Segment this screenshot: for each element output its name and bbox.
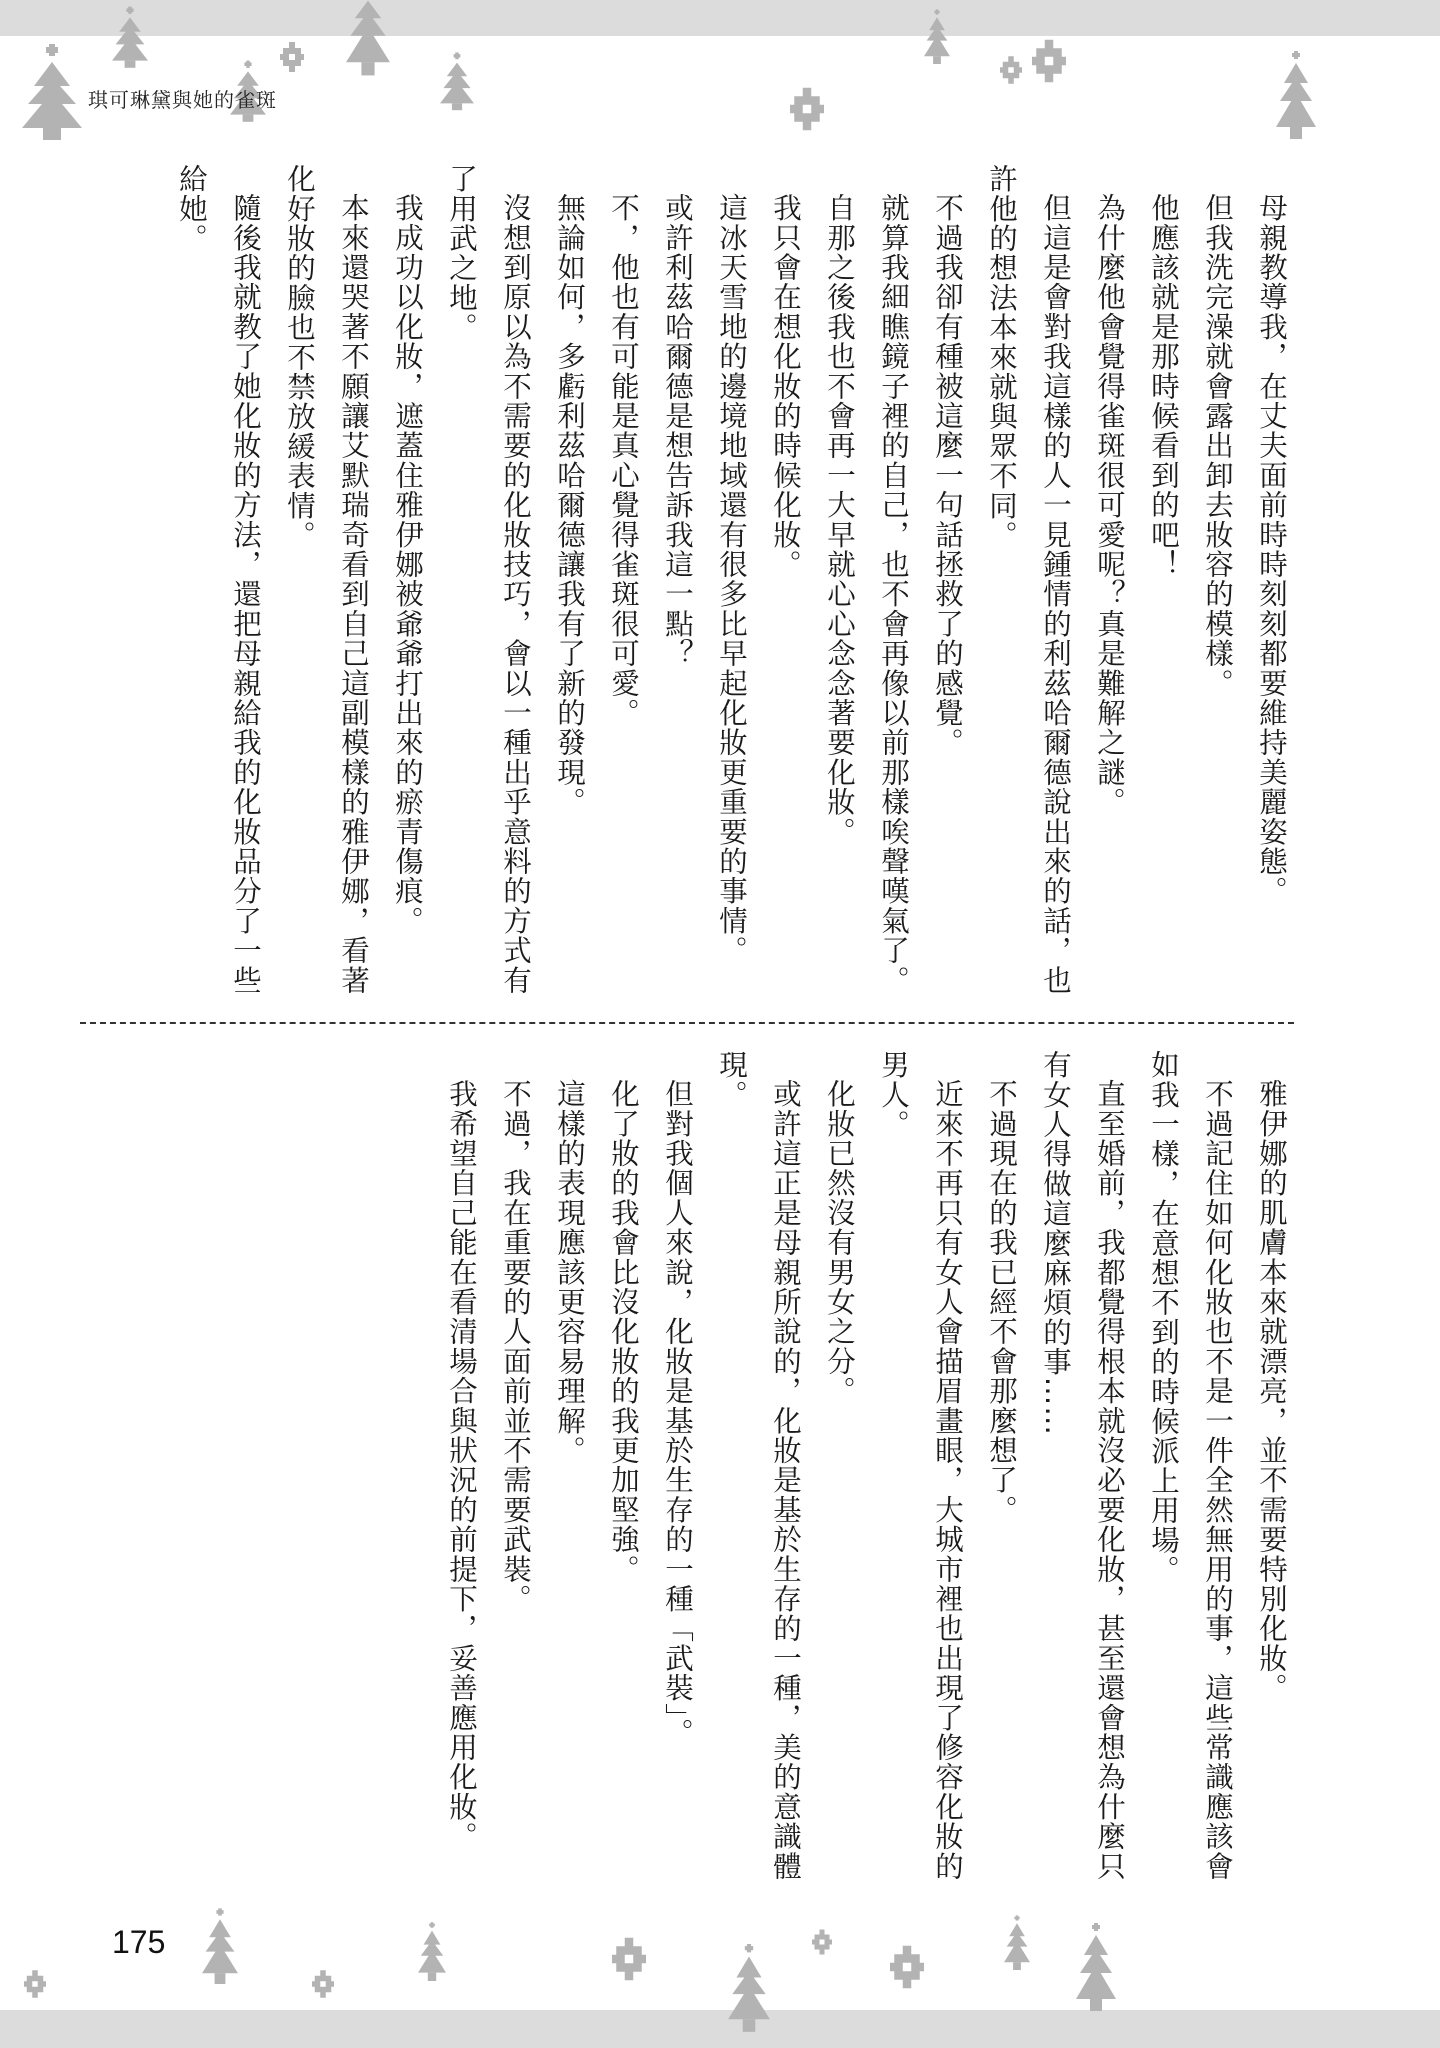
snowflake-icon [790,86,824,132]
paragraph: 近來不再只有女人會描眉畫眼，大城市裡也出現了修容化妝的男人。 [877,1050,964,1881]
paragraph: 我成功以化妝，遮蓋住雅伊娜被爺爺打出來的瘀青傷痕。 [391,192,424,935]
paragraph: 不，他也有可能是真心覺得雀斑很可愛。 [607,192,640,728]
snowflake-icon [1032,38,1066,84]
snowflake-icon [1000,56,1022,84]
pine-tree-icon [112,6,148,72]
paragraph: 不過我卻有種被這麼一句話拯救了的感覺。 [931,192,964,757]
pine-tree-icon [1004,1912,1030,1976]
text-section-top [68,164,1298,1024]
paragraph: 這樣的表現應該更容易理解。 [553,1078,586,1465]
section-divider [80,1022,1294,1024]
page-number: 175 [112,1924,166,1960]
paragraph: 我希望自己能在看清場合與狀況的前提下，妥善應用化妝。 [445,1078,478,1851]
pine-tree-icon [1276,50,1316,144]
paragraph: 但對我個人來說，化妝是基於生存的一種「武裝」。 [661,1078,694,1748]
pine-tree-icon [418,1922,446,1984]
paragraph: 本來還哭著不願讓艾默瑞奇看到自己這副模樣的雅伊娜，看著化好妝的臉也不禁放緩表情。 [283,164,370,995]
paragraph: 化妝已然沒有男女之分。 [823,1078,856,1406]
paragraph: 這冰天雪地的邊境地域還有很多比早起化妝更重要的事情。 [715,192,748,965]
snowflake-icon [312,1970,334,1998]
top-decorative-band [0,0,1440,36]
paragraph: 直至婚前，我都覺得根本就沒必要化妝，甚至還會想為什麼只有女人得做這麼麻煩的事…… [1039,1050,1126,1881]
paragraph: 或許這正是母親所說的，化妝是基於生存的一種，美的意識體現。 [715,1050,802,1881]
running-title: 琪可琳黛與她的雀斑 [88,88,277,112]
paragraph: 不過現在的我已經不會那麼想了。 [985,1078,1018,1524]
paragraph: 不過，我在重要的人面前並不需要武裝。 [499,1078,532,1614]
pine-tree-icon [1076,1922,1116,2016]
paragraph: 他應該就是那時候看到的吧！ [1147,192,1180,579]
paragraph: 為什麼他會覺得雀斑很可愛呢？真是難解之謎。 [1093,192,1126,817]
snowflake-icon [890,1944,924,1990]
pine-tree-icon [440,52,474,114]
snowflake-icon [280,42,304,72]
pine-tree-icon [924,6,950,70]
paragraph: 不過記住如何化妝也不是一件全然無用的事，這些常識應該會如我一樣，在意想不到的時候派上用場。 [1147,1050,1234,1881]
paragraph: 隨後我就教了她化妝的方法，還把母親給我的化妝品分了一些給她。 [175,164,262,995]
paragraph: 但這是會對我這樣的人一見鍾情的利茲哈爾德說出來的話，也許他的想法本來就與眾不同。 [985,164,1072,995]
snowflake-icon [612,1936,646,1982]
paragraph: 但我洗完澡就會露出卸去妝容的模樣。 [1201,192,1234,698]
snowflake-icon [24,1970,46,1998]
paragraph: 就算我細瞧鏡子裡的自己，也不會再像以前那樣唉聲嘆氣了。 [877,192,910,995]
paragraph: 無論如何，多虧利茲哈爾德讓我有了新的發現。 [553,192,586,817]
paragraph: 雅伊娜的肌膚本來就漂亮，並不需要特別化妝。 [1255,1078,1288,1703]
paragraph: 我只會在想化妝的時候化妝。 [769,192,802,579]
pine-tree-icon [22,44,82,140]
bottom-decorative-band [0,2010,1440,2048]
paragraph: 化了妝的我會比沒化妝的我更加堅強。 [607,1078,640,1584]
pine-tree-icon [346,0,390,76]
paragraph: 母親教導我，在丈夫面前時時刻刻都要維持美麗姿態。 [1255,192,1288,906]
pine-tree-icon [202,1908,238,1988]
pine-tree-icon [728,1944,770,2036]
text-section-bottom [68,1050,1298,1910]
paragraph: 沒想到原以為不需要的化妝技巧，會以一種出乎意料的方式有了用武之地。 [445,164,532,995]
paragraph: 自那之後我也不會再一大早就心心念念著要化妝。 [823,192,856,846]
snowflake-icon [812,1928,832,1956]
paragraph: 或許利茲哈爾德是想告訴我這一點？ [661,192,694,668]
